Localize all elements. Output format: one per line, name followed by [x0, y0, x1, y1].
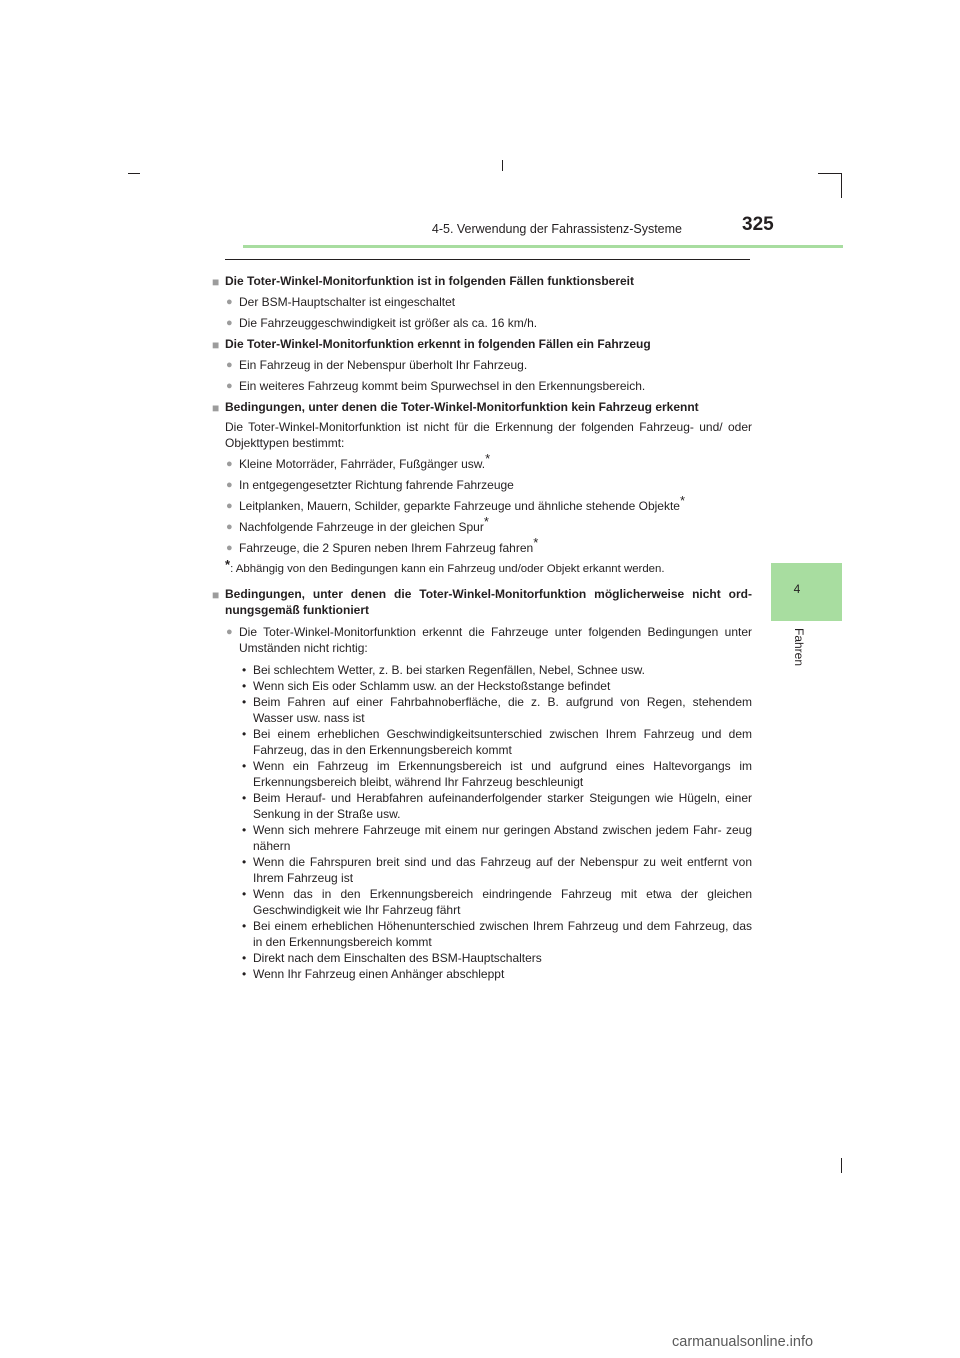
bullet-text: Der BSM-Hauptschalter ist eingeschaltet [239, 295, 456, 309]
section-heading [212, 336, 752, 352]
bullet-icon: • [242, 791, 247, 805]
bullet-icon: • [242, 663, 247, 677]
heading-text: Die Toter-Winkel-Monitorfunktion erkennt in folgenden Fällen ein Fahrzeug [225, 337, 651, 351]
bullet-text: Fahrzeuge, die 2 Spuren neben Ihrem Fahrzeug fahren [239, 541, 534, 555]
bullet-dot-icon: ● [226, 380, 233, 392]
list-item-text: Wenn ein Fahrzeug im Erkennungsbereich ist und aufgrund eines Haltevorgangs im Erkennungsbereich bleibt, während Ihr Fahrzeug beschleunigt [253, 759, 752, 789]
crop-mark-top-left [128, 173, 140, 174]
section-heading [212, 399, 752, 415]
footnote [212, 557, 752, 577]
section-title: 4-5. Verwendung der Fahrassistenz-Systeme [431, 222, 682, 236]
bullet-text: Die Fahrzeuggeschwindigkeit ist größer als ca. 16 km/h. [239, 316, 538, 330]
crop-mark-top-center [502, 160, 503, 171]
list-item [239, 918, 752, 950]
list-item-text: Bei einem erheblichen Höhenunterschied zwischen Ihrem Fahrzeug und dem Fahrzeug, das in den Erkennungsbereich kommt [253, 919, 752, 949]
square-marker-icon: ■ [212, 338, 220, 352]
bullet-dot-icon: ● [226, 542, 233, 554]
bullet-item [212, 378, 752, 394]
chapter-number: 4 [793, 582, 801, 596]
bullet-item [212, 535, 752, 556]
section-heading [212, 586, 752, 618]
crop-mark-top-right-h [818, 173, 842, 174]
bullet-text: Kleine Motorräder, Fahrräder, Fußgänger usw. [239, 457, 486, 471]
bullet-item [212, 477, 752, 493]
bullet-item [212, 315, 752, 331]
bullet-text: Ein Fahrzeug in der Nebenspur überholt Ihr Fahrzeug. [239, 358, 528, 372]
condition-list [212, 662, 752, 982]
list-item [239, 950, 752, 966]
heading-text: Bedingungen, unter denen die Toter-Winkel-Monitorfunktion kein Fahrzeug erkennt [225, 400, 699, 414]
bullet-text: Ein weiteres Fahrzeug kommt beim Spurwechsel in den Erkennungsbereich. [239, 379, 646, 393]
chapter-tab [771, 563, 842, 621]
asterisk-mark: * [485, 451, 491, 466]
list-item [239, 790, 752, 822]
bullet-text: Nachfolgende Fahrzeuge in der gleichen Spur [239, 520, 484, 534]
list-item [239, 694, 752, 726]
list-item-text: Wenn sich mehrere Fahrzeuge mit einem nur geringen Abstand zwischen jedem Fahr- zeug nähern [253, 823, 752, 853]
bullet-icon: • [242, 727, 247, 741]
bullet-text: Leitplanken, Mauern, Schilder, geparkte Fahrzeuge und ähnliche stehende Objekte [239, 499, 680, 513]
list-item [239, 966, 752, 982]
bullet-item [212, 493, 752, 514]
bullet-item [212, 357, 752, 373]
list-item [239, 822, 752, 854]
list-item-text: Beim Herauf- und Herabfahren aufeinanderfolgender starker Steigungen wie Hügeln, einer Senkung in der Straße usw. [253, 791, 752, 821]
page-content [212, 268, 752, 982]
list-item-text: Bei einem erheblichen Geschwindigkeitsunterschied zwischen Ihrem Fahrzeug und dem Fahrzeug, das in den Erkennungsbereich kommt [253, 727, 752, 757]
bullet-text: Die Toter-Winkel-Monitorfunktion erkennt die Fahrzeuge unter folgenden Bedingungen unter Umständen nicht richtig: [239, 625, 752, 655]
page-number: 325 [742, 214, 774, 235]
bullet-item [212, 451, 752, 472]
bullet-dot-icon: ● [226, 458, 233, 470]
bullet-icon: • [242, 887, 247, 901]
list-item-text: Wenn die Fahrspuren breit sind und das Fahrzeug auf der Nebenspur zu weit entfernt von Ihrem Fahrzeug ist [253, 855, 752, 885]
bullet-icon: • [242, 679, 247, 693]
square-marker-icon: ■ [212, 275, 220, 289]
chapter-label: Fahren [792, 628, 806, 667]
bullet-icon: • [242, 855, 247, 869]
bullet-item [212, 624, 752, 656]
list-item [239, 726, 752, 758]
list-item-text: Wenn sich Eis oder Schlamm usw. an der Heckstoßstange befindet [253, 679, 611, 693]
list-item-text: Bei schlechtem Wetter, z. B. bei starken Regenfällen, Nebel, Schnee usw. [253, 663, 645, 677]
section-heading [212, 273, 752, 289]
square-marker-icon: ■ [212, 588, 220, 602]
bullet-icon: • [242, 759, 247, 773]
list-item [239, 854, 752, 886]
list-item-text: Direkt nach dem Einschalten des BSM-Hauptschalters [253, 951, 542, 965]
bullet-icon: • [242, 967, 247, 981]
list-item-text: Wenn Ihr Fahrzeug einen Anhänger abschleppt [253, 967, 505, 981]
bullet-item [212, 294, 752, 310]
list-item [239, 662, 752, 678]
bullet-icon: • [242, 919, 247, 933]
list-item-text: Wenn das in den Erkennungsbereich eindringende Fahrzeug mit etwa der gleichen Geschwindigkeit wie Ihr Fahrzeug fährt [253, 887, 752, 917]
content-rule [225, 259, 750, 260]
bullet-dot-icon: ● [226, 359, 233, 371]
watermark: carmanualsonline.info [672, 1334, 814, 1350]
list-item [239, 886, 752, 918]
bullet-icon: • [242, 823, 247, 837]
bullet-dot-icon: ● [226, 500, 233, 512]
bullet-dot-icon: ● [226, 479, 233, 491]
asterisk-mark: * [679, 493, 686, 508]
asterisk-mark: * [483, 514, 489, 529]
heading-text: Bedingungen, unter denen die Toter-Winkel-Monitorfunktion möglicherweise nicht ord- nungsgemäß funktioniert [225, 587, 752, 617]
bullet-dot-icon: ● [226, 626, 233, 638]
footnote-asterisk: * [225, 557, 231, 572]
crop-mark-bottom-right [841, 1158, 842, 1173]
bullet-dot-icon: ● [226, 521, 233, 533]
bullet-icon: • [242, 695, 247, 709]
section-intro: Die Toter-Winkel-Monitorfunktion ist nicht für die Erkennung der folgenden Fahrzeug- und/ oder Objekttypen bestimmt: [225, 420, 752, 450]
bullet-icon: • [242, 951, 247, 965]
footnote-text: : Abhängig von den Bedingungen kann ein Fahrzeug und/oder Objekt erkannt werden. [230, 563, 665, 575]
bullet-text: In entgegengesetzter Richtung fahrende Fahrzeuge [239, 478, 514, 492]
header-rule [243, 245, 843, 248]
heading-text: Die Toter-Winkel-Monitorfunktion ist in folgenden Fällen funktionsbereit [225, 274, 634, 288]
list-item [239, 678, 752, 694]
bullet-item [212, 514, 752, 535]
bullet-dot-icon: ● [226, 317, 233, 329]
bullet-dot-icon: ● [226, 296, 233, 308]
asterisk-mark: * [533, 535, 539, 550]
square-marker-icon: ■ [212, 401, 220, 415]
list-item [239, 758, 752, 790]
crop-mark-top-right-v [841, 173, 842, 198]
list-item-text: Beim Fahren auf einer Fahrbahnoberfläche, die z. B. aufgrund von Regen, stehendem Wasser usw. nass ist [253, 695, 752, 725]
